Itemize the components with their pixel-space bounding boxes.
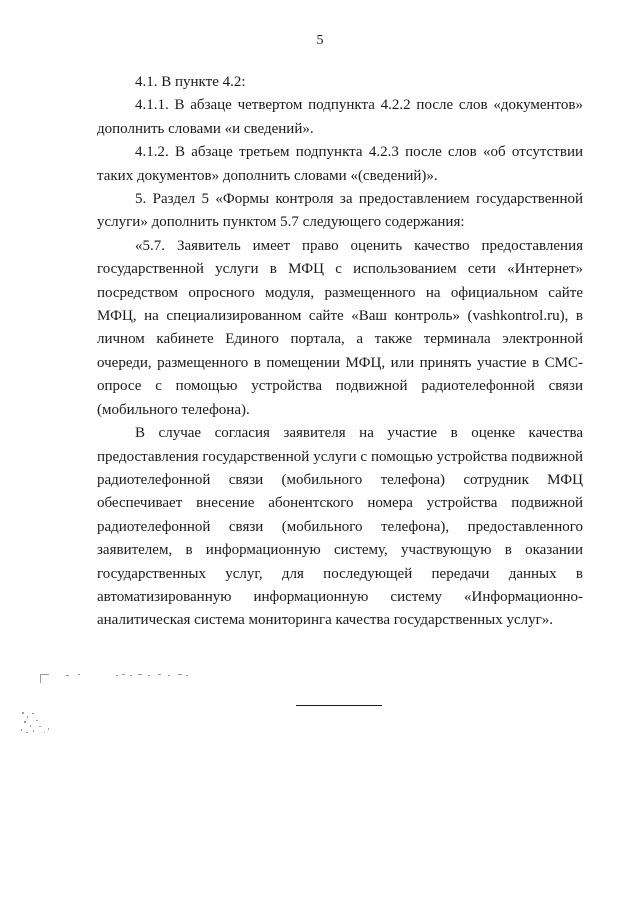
paragraph-4-1: 4.1. В пункте 4.2: [135,74,246,90]
document-body [97,71,583,633]
paragraph-5-7: «5.7. Заявитель имеет право оценить качество предоставления государственной услуги в МФЦ с использованием сети «Интернет» посредством опросного модуля, размещенного на официальном сайте МФЦ, на специализированном сайте «Ваш контроль» (vashkontrol.ru), в личном кабинете Единого портала, а также терминала электронной очереди, размещенного в помещении МФЦ, или принять участие в СМС-опросе с помощью устройства подвижной радиотелефонной связи (мобильного телефона). [97,237,583,418]
paragraph-consent: В случае согласия заявителя на участие в оценке качества предоставления государственной услуги с помощью устройства подвижной радиотелефонной связи (мобильного телефона) сотрудник МФЦ обеспечивает внесение абонентского номера устройства подвижной радиотелефонной связи (мобильного телефона), предоставленного заявителем, в информационную систему, участвующую в оказании государственных услуг, для последующей передачи данных в автоматизированную информационную систему «Информационно-аналитическая система мониторинга качества государственных услуг». [97,425,583,629]
paragraph-4-1-2: 4.1.2. В абзаце третьем подпункта 4.2.3 после слов «об отсутствии таких документов» дополнить словами «(сведений)». [97,144,583,184]
paragraph-4-1-1: 4.1.1. В абзаце четвертом подпункта 4.2.2 после слов «документов» дополнить словами «и сведений». [97,97,583,137]
paragraph-5: 5. Раздел 5 «Формы контроля за предоставлением государственной услуги» дополнить пунктом 5.7 следующего содержания: [97,191,583,231]
closing-rule [296,705,382,706]
scan-artifact [18,668,208,748]
page-number: 5 [316,33,324,48]
